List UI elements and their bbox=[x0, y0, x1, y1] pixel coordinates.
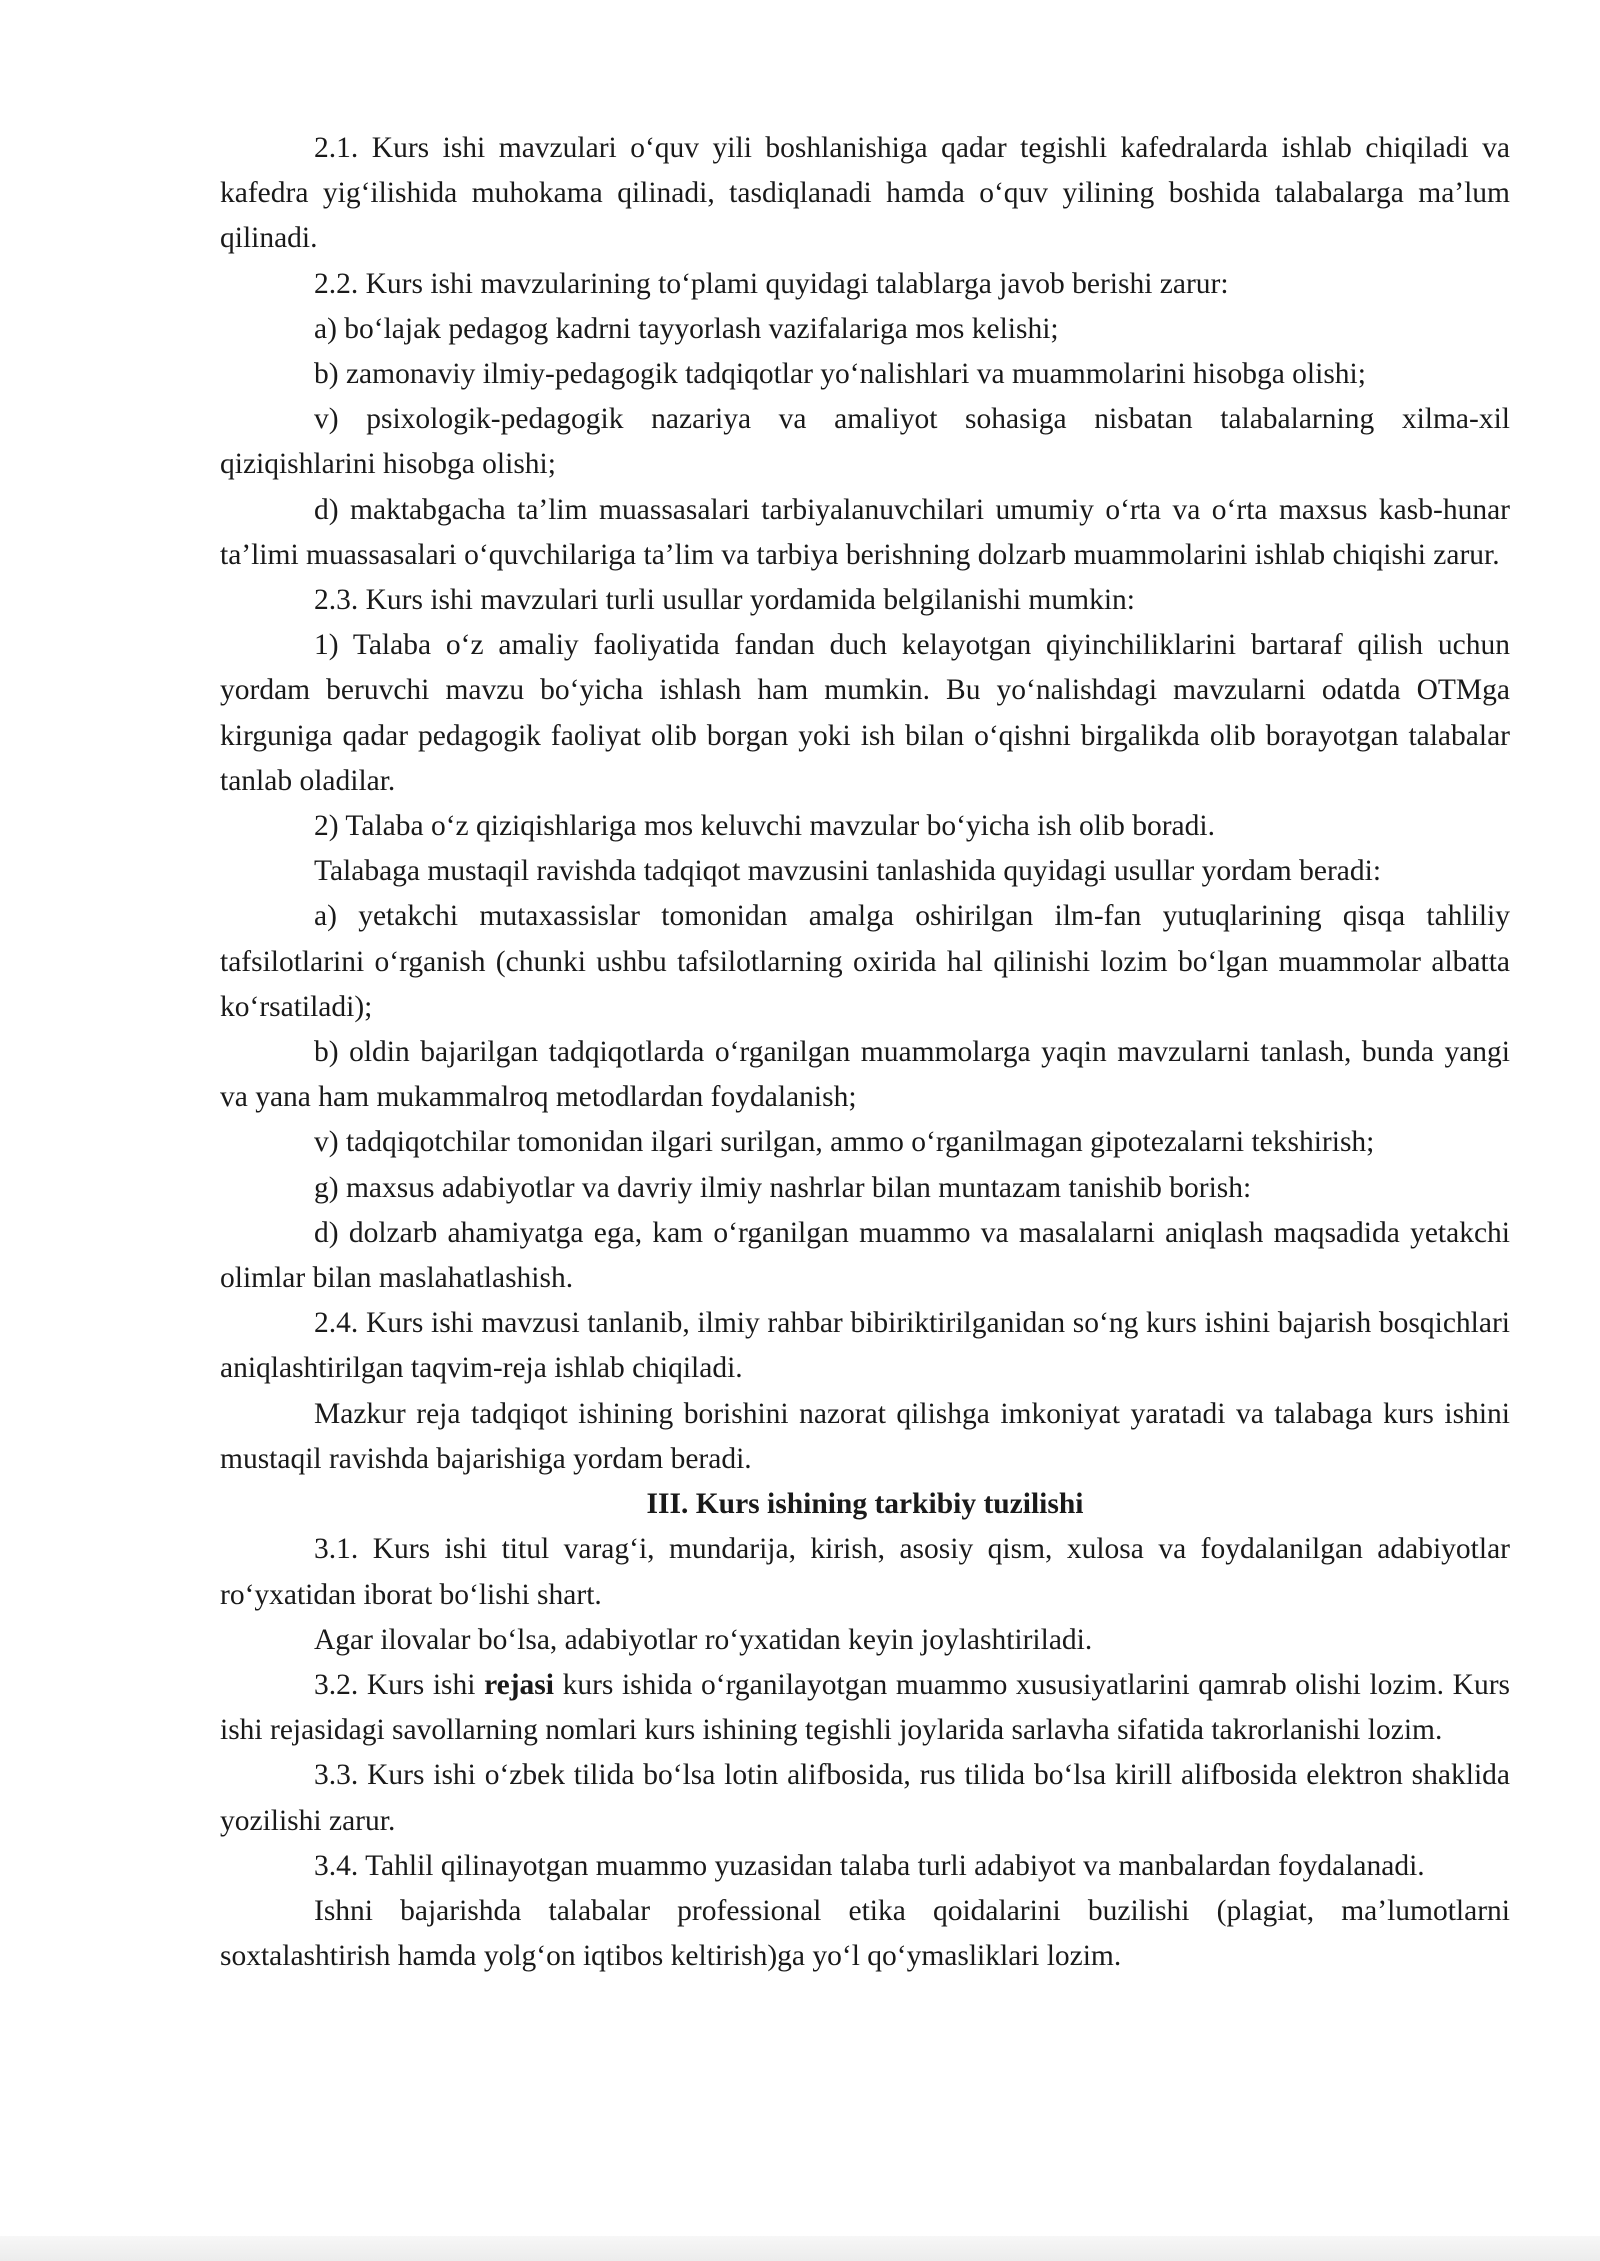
list-item-method-g: g) maxsus adabiyotlar va davriy ilmiy nashrlar bilan muntazam tanishib borish: bbox=[314, 1171, 1252, 1204]
paragraph-methods-intro: Talabaga mustaqil ravishda tadqiqot mavzusini tanlashida quyidagi usullar yordam beradi: bbox=[314, 855, 1382, 888]
document-body bbox=[220, 126, 1510, 1979]
list-item-2-2-b: b) zamonaviy ilmiy-pedagogik tadqiqotlar yo‘nalishlari va muammolarini hisobga olishi; bbox=[314, 358, 1366, 391]
list-item-2-3-2: 2) Talaba o‘z qiziqishlariga mos keluvchi mavzular bo‘yicha ish olib boradi. bbox=[314, 810, 1215, 843]
paragraph-2-1: 2.1. Kurs ishi mavzulari o‘quv yili boshlanishiga qadar tegishli kafedralarda ishlab chiqiladi va kafedra yig‘ilishida muhokama qilinadi, tasdiqlanadi hamda o‘quv yilining boshida talabalarga ma’lum qilinadi. bbox=[220, 132, 1510, 255]
list-item-method-a: a) yetakchi mutaxassislar tomonidan amalga oshirilgan ilm-fan yutuqlarining qisqa tahliliy tafsilotlarini o‘rganish (chunki ushbu tafsilotlarning oxirida hal qilinishi lozim bo‘lgan muammolar albatta ko‘rsatiladi); bbox=[220, 900, 1510, 1023]
list-item-method-v: v) tadqiqotchilar tomonidan ilgari surilgan, ammo o‘rganilmagan gipotezalarni tekshirish; bbox=[314, 1126, 1375, 1159]
paragraph-2-2: 2.2. Kurs ishi mavzularining to‘plami quyidagi talablarga javob berishi zarur: bbox=[314, 267, 1229, 300]
scan-edge-shadow bbox=[0, 2236, 1600, 2261]
section-heading: III. Kurs ishining tarkibiy tuzilishi bbox=[646, 1488, 1084, 1521]
paragraph-3-2-bold-term: rejasi bbox=[484, 1668, 554, 1701]
list-item-method-b: b) oldin bajarilgan tadqiqotlarda o‘rganilgan muammolarga yaqin mavzularni tanlash, bunda yangi va yana ham mukammalroq metodlardan foydalanish; bbox=[220, 1036, 1510, 1114]
paragraph-appendices: Agar ilovalar bo‘lsa, adabiyotlar ro‘yxatidan keyin joylashtiriladi. bbox=[314, 1623, 1093, 1656]
paragraph-3-2-rest: kurs ishida o‘rganilayotgan muammo xususiyatlarini qamrab olishi lozim. Kurs ishi rejasidagi savollarning nomlari kurs ishining tegishli joylarida sarlavha sifatida takrorlanishi lozim. bbox=[220, 1668, 1511, 1747]
paragraph-plan-purpose: Mazkur reja tadqiqot ishining borishini nazorat qilishga imkoniyat yaratadi va talabaga kurs ishini mustaqil ravishda bajarishiga yordam beradi. bbox=[220, 1397, 1510, 1475]
list-item-method-d: d) dolzarb ahamiyatga ega, kam o‘rganilgan muammo va masalalarni aniqlash maqsadida yetakchi olimlar bilan maslahatlashish. bbox=[220, 1216, 1510, 1295]
paragraph-ethics: Ishni bajarishda talabalar professional etika qoidalarini buzilishi (plagiat, ma’lumotlarni soxtalashtirish hamda yolg‘on iqtibos keltirish)ga yo‘l qo‘ymasliklari lozim. bbox=[220, 1894, 1510, 1973]
paragraph-3-2 bbox=[220, 1663, 1510, 1753]
list-item-2-3-1: 1) Talaba o‘z amaliy faoliyatida fandan duch kelayotgan qiyinchiliklarini bartaraf qilish uchun yordam beruvchi mavzu bo‘yicha ishlash ham mumkin. Bu yo‘nalishdagi mavzularni odatda OTMga kirguniga qadar pedagogik faoliyat olib borgan yoki ish bilan o‘qishni birgalikda olib borayotgan talabalar tanlab oladilar. bbox=[220, 629, 1510, 797]
paragraph-2-3: 2.3. Kurs ishi mavzulari turli usullar yordamida belgilanishi mumkin: bbox=[314, 584, 1135, 617]
list-item-2-2-d: d) maktabgacha ta’lim muassasalari tarbiyalanuvchilari umumiy o‘rta va o‘rta maxsus kasb-hunar ta’limi muassasalari o‘quvchilariga ta’lim va tarbiya berishning dolzarb muammolarini ishlab chiqishi zarur. bbox=[220, 493, 1510, 571]
paragraph-3-3: 3.3. Kurs ishi o‘zbek tilida bo‘lsa lotin alifbosida, rus tilida bo‘lsa kirill alifbosida elektron shaklida yozilishi zarur. bbox=[220, 1759, 1510, 1837]
paragraph-3-1: 3.1. Kurs ishi titul varag‘i, mundarija, kirish, asosiy qism, xulosa va foydalanilgan adabiyotlar ro‘yxatidan iborat bo‘lishi shart. bbox=[220, 1533, 1510, 1611]
paragraph-2-4: 2.4. Kurs ishi mavzusi tanlanib, ilmiy rahbar bibiriktirilganidan so‘ng kurs ishini bajarish bosqichlari aniqlashtirilgan taqvim-reja ishlab chiqiladi. bbox=[220, 1307, 1510, 1385]
paragraph-3-2-lead: 3.2. Kurs ishi bbox=[314, 1668, 485, 1701]
list-item-2-2-v: v) psixologik-pedagogik nazariya va amaliyot sohasiga nisbatan talabalarning xilma-xil qiziqishlarini hisobga olishi; bbox=[220, 403, 1510, 481]
paragraph-3-4: 3.4. Tahlil qilinayotgan muammo yuzasidan talaba turli adabiyot va manbalardan foydalanadi. bbox=[314, 1849, 1425, 1882]
list-item-2-2-a: a) bo‘lajak pedagog kadrni tayyorlash vazifalariga mos kelishi; bbox=[314, 312, 1059, 345]
